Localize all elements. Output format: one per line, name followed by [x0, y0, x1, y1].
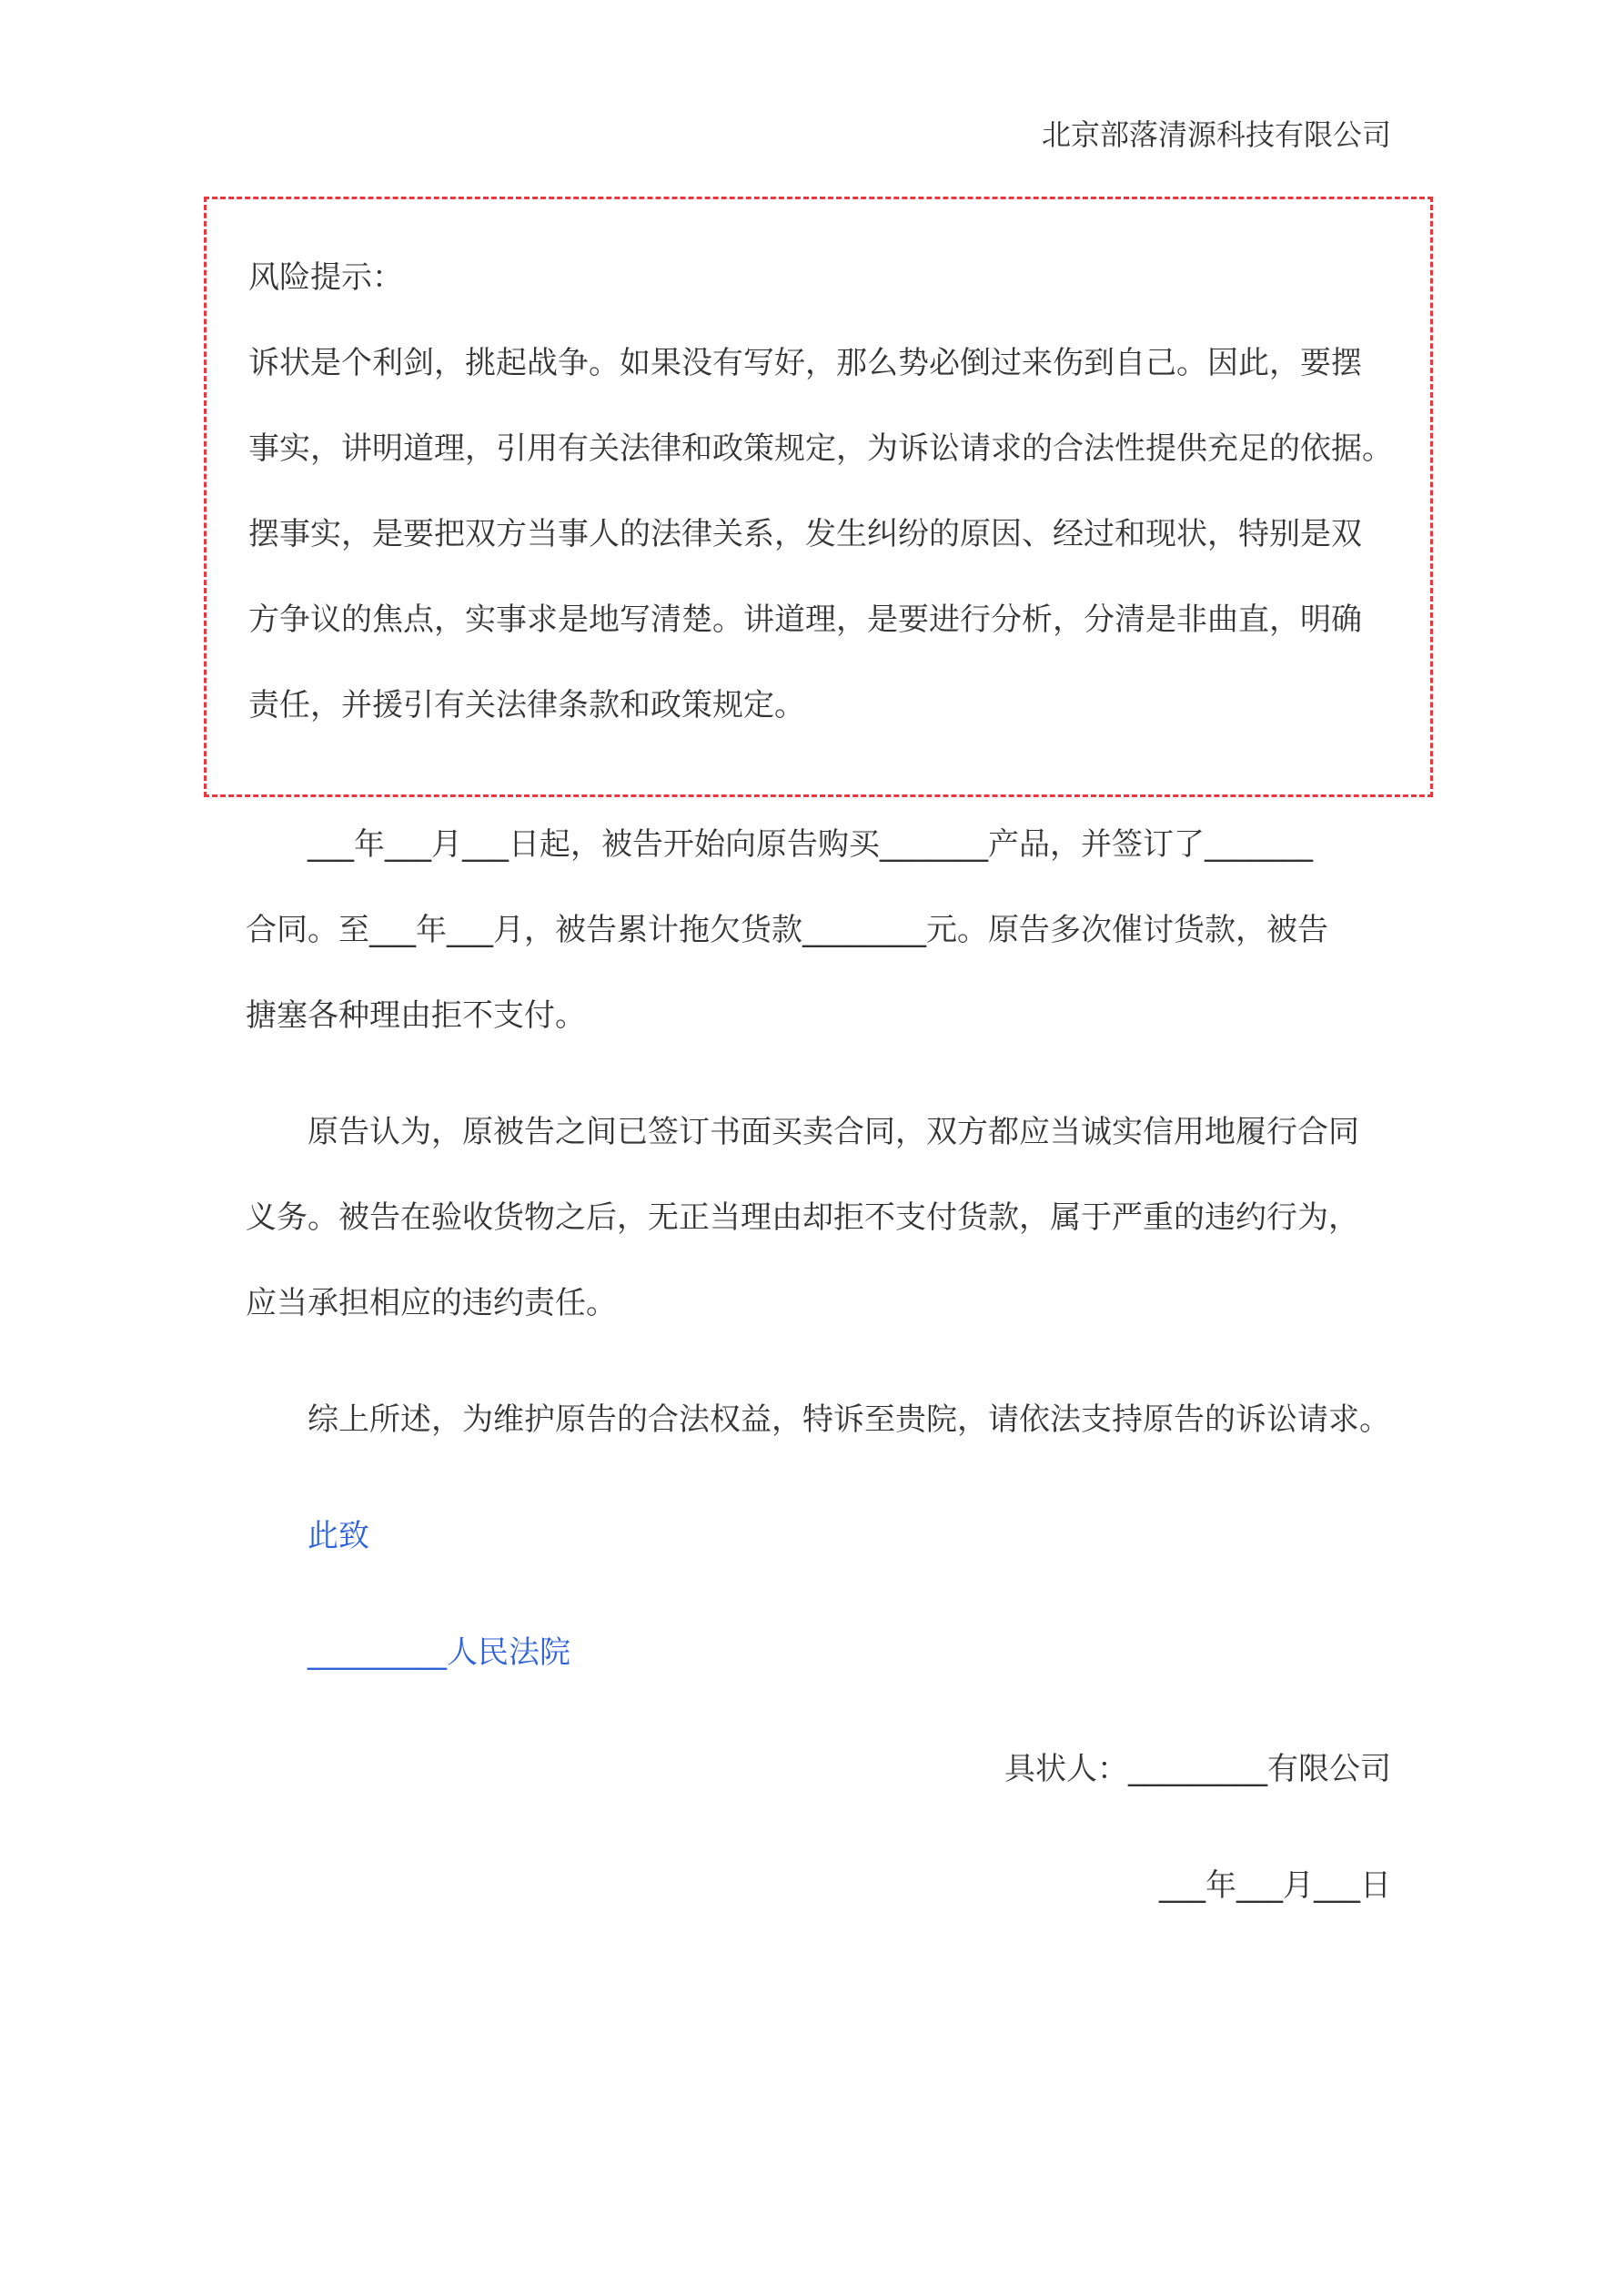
date-line: ___年___月___日 — [1159, 1867, 1391, 1904]
risk-notice-line: 诉状是个利剑，挑起战争。如果没有写好，那么势必倒过来伤到自己。因此，要摆 — [248, 345, 1362, 381]
risk-notice-line: 摆事实，是要把双方当事人的法律关系，发生纠纷的原因、经过和现状，特别是双 — [248, 516, 1362, 552]
risk-notice-title: 风险提示： — [248, 259, 403, 296]
complaint-paragraph-1-line: 搪塞各种理由拒不支付。 — [246, 997, 586, 1034]
risk-notice-line: 事实，讲明道理，引用有关法律和政策规定，为诉讼请求的合法性提供充足的依据。 — [248, 430, 1393, 467]
signer-line: 具状人：_________有限公司 — [1004, 1751, 1391, 1787]
complaint-paragraph-2-line: 应当承担相应的违约责任。 — [246, 1285, 617, 1321]
risk-notice-line: 方争议的焦点，实事求是地写清楚。讲道理，是要进行分析，分清是非曲直，明确 — [248, 602, 1362, 638]
complaint-paragraph-1-line: 合同。至___年___月，被告累计拖欠货款________元。原告多次催讨货款，被告 — [246, 912, 1328, 948]
risk-notice-box — [204, 197, 1433, 797]
court-name: _________人民法院 — [246, 1634, 570, 1671]
risk-notice-line: 责任，并援引有关法律条款和政策规定。 — [248, 687, 805, 723]
header-company-name: 北京部落清源科技有限公司 — [1041, 117, 1391, 152]
salutation: 此致 — [246, 1518, 369, 1554]
complaint-conclusion: 综上所述，为维护原告的合法权益，特诉至贵院，请依法支持原告的诉讼请求。 — [246, 1401, 1390, 1438]
complaint-paragraph-1-line: ___年___月___日起，被告开始向原告购买_______产品，并签订了_______ — [246, 826, 1313, 863]
complaint-paragraph-2-line: 义务。被告在验收货物之后，无正当理由却拒不支付货款，属于严重的违约行为， — [246, 1199, 1359, 1236]
complaint-paragraph-2-line: 原告认为，原被告之间已签订书面买卖合同，双方都应当诚实信用地履行合同 — [246, 1114, 1359, 1150]
